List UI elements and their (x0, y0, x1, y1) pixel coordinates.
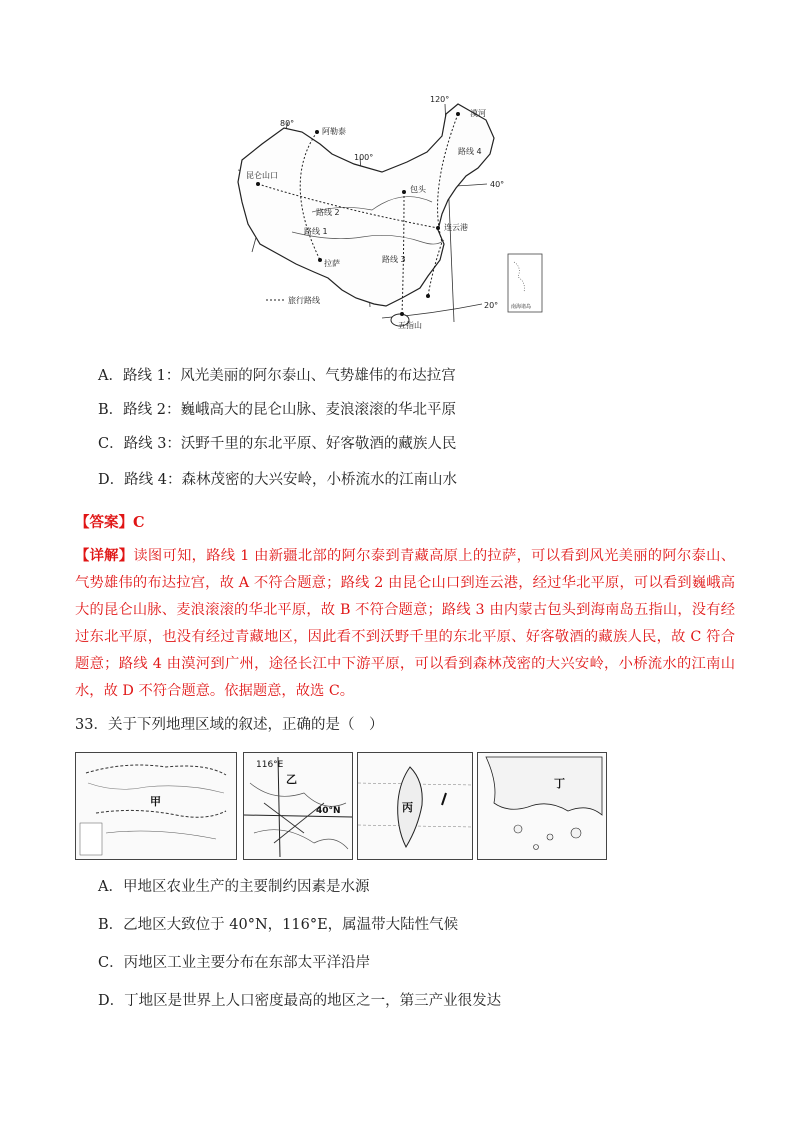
q32-option-a: A．路线 1：风光美丽的阿尔泰山、气势雄伟的布达拉宫 (98, 368, 456, 384)
china-outline (238, 104, 494, 306)
panel-jia (75, 752, 237, 860)
china-map-figure (232, 92, 552, 332)
panel-bing (357, 752, 473, 860)
detail-paragraph (75, 543, 735, 705)
yi-roads (264, 803, 324, 843)
label-lhasa: 拉萨 (324, 259, 340, 268)
label-lianyungang: 连云港 (444, 223, 468, 232)
q32-option-b: B．路线 2：巍峨高大的昆仑山脉、麦浪滚滚的华北平原 (98, 402, 456, 418)
q33-option-d: D．丁地区是世界上人口密度最高的地区之一，第三产业很发达 (98, 993, 502, 1009)
panel-yi-label: 乙 (286, 773, 297, 786)
q32-option-c: C．路线 3：沃野千里的东北平原、好客敬酒的藏族人民 (98, 436, 457, 452)
yi-meridian (278, 757, 280, 857)
panel-ding-map (478, 753, 606, 859)
label-80: 80° (280, 119, 295, 128)
legend-label: 旅行路线 (288, 296, 320, 305)
city-dot-mohe (456, 112, 460, 116)
panel-jia-map (76, 753, 236, 859)
city-dot-guangzhou (426, 294, 430, 298)
china-route-map (232, 92, 552, 332)
ding-island-4 (534, 845, 539, 850)
ding-island-2 (547, 834, 553, 840)
panel-ding-label: 丁 (554, 777, 565, 790)
jia-river (106, 831, 216, 839)
label-route-4: 路线 4 (458, 147, 482, 156)
city-dot-wuzhishan (400, 312, 404, 316)
panel-yi-lon: 116°E (256, 760, 284, 770)
answer-tag: 【答案】 (75, 514, 133, 531)
city-dot-lianyungang (436, 226, 440, 230)
bing-marker (442, 793, 446, 805)
city-dot-lhasa (318, 258, 322, 262)
detail-tag: 【详解】 (75, 548, 134, 564)
label-kunlun: 昆仑山口 (246, 171, 278, 180)
q33-map-panels (75, 752, 687, 860)
panel-yi-lat: 40°N (316, 806, 341, 816)
panel-bing-label: 丙 (402, 801, 413, 814)
label-100: 100° (354, 153, 374, 162)
label-wuzhishan: 五指山 (398, 321, 422, 330)
q33-option-b: B．乙地区大致位于 40°N，116°E，属温带大陆性气候 (98, 917, 459, 933)
panel-bing-map (358, 753, 472, 859)
label-20: 20° (484, 301, 499, 310)
city-dot-baotou (402, 190, 406, 194)
ding-island-3 (571, 828, 581, 838)
jia-mountain-north (86, 765, 226, 775)
panel-ding (477, 752, 607, 860)
label-40: 40° (490, 180, 505, 189)
yi-river-2 (254, 830, 348, 849)
city-dot-kunlun (256, 182, 260, 186)
jia-boundary (88, 783, 224, 793)
label-mohe: 漠河 (470, 109, 486, 118)
label-route-2: 路线 2 (316, 208, 340, 217)
label-route-1: 路线 1 (304, 227, 328, 236)
label-120: 120° (430, 95, 450, 104)
ding-coastline (486, 757, 602, 815)
detail-text: 读图可知，路线 1 由新疆北部的阿尔泰到青藏高原上的拉萨，可以看到风光美丽的阿尔泰山、气势雄伟的布达拉宫，故 A 不符合题意；路线 2 由昆仑山口到连云港，经过华北平原，可以看到巍峨高大的昆仑山脉、麦浪滚滚的华北平原，故 B 不符合题意；路线 3 由内蒙古包头到海南岛五指山，没有经过东北平原，也没有经过青藏地区，因此看不到沃野千里的东北平原、好客敬酒的藏族人民，故 C 符合题意；路线 4 由漠河到广州，途径长江中下游平原，可以看到森林茂密的大兴安岭，小桥流水的江南山水，故 D 不符合题意。依据题意，故选 C。 (75, 548, 736, 699)
city-dot-altay (315, 130, 319, 134)
inset-caption: 南海诸岛 (511, 304, 532, 310)
answer-value: C (133, 514, 145, 531)
label-baotou: 包头 (410, 185, 426, 194)
ding-island-1 (514, 825, 522, 833)
jia-legend-box (80, 823, 102, 855)
panel-yi-map (244, 753, 352, 859)
label-altay: 阿勒泰 (322, 127, 346, 136)
label-route-3: 路线 3 (382, 255, 406, 264)
q33-option-a: A．甲地区农业生产的主要制约因素是水源 (98, 879, 370, 895)
q32-option-d: D．路线 4：森林茂密的大兴安岭，小桥流水的江南山水 (98, 472, 457, 488)
question-33: 33．关于下列地理区域的叙述，正确的是（ ） (75, 717, 384, 733)
panel-jia-label: 甲 (150, 795, 161, 808)
panel-yi (243, 752, 353, 860)
jia-mountain-south (96, 810, 226, 817)
q33-option-c: C．丙地区工业主要分布在东部太平洋沿岸 (98, 955, 371, 971)
answer-line (75, 511, 145, 532)
